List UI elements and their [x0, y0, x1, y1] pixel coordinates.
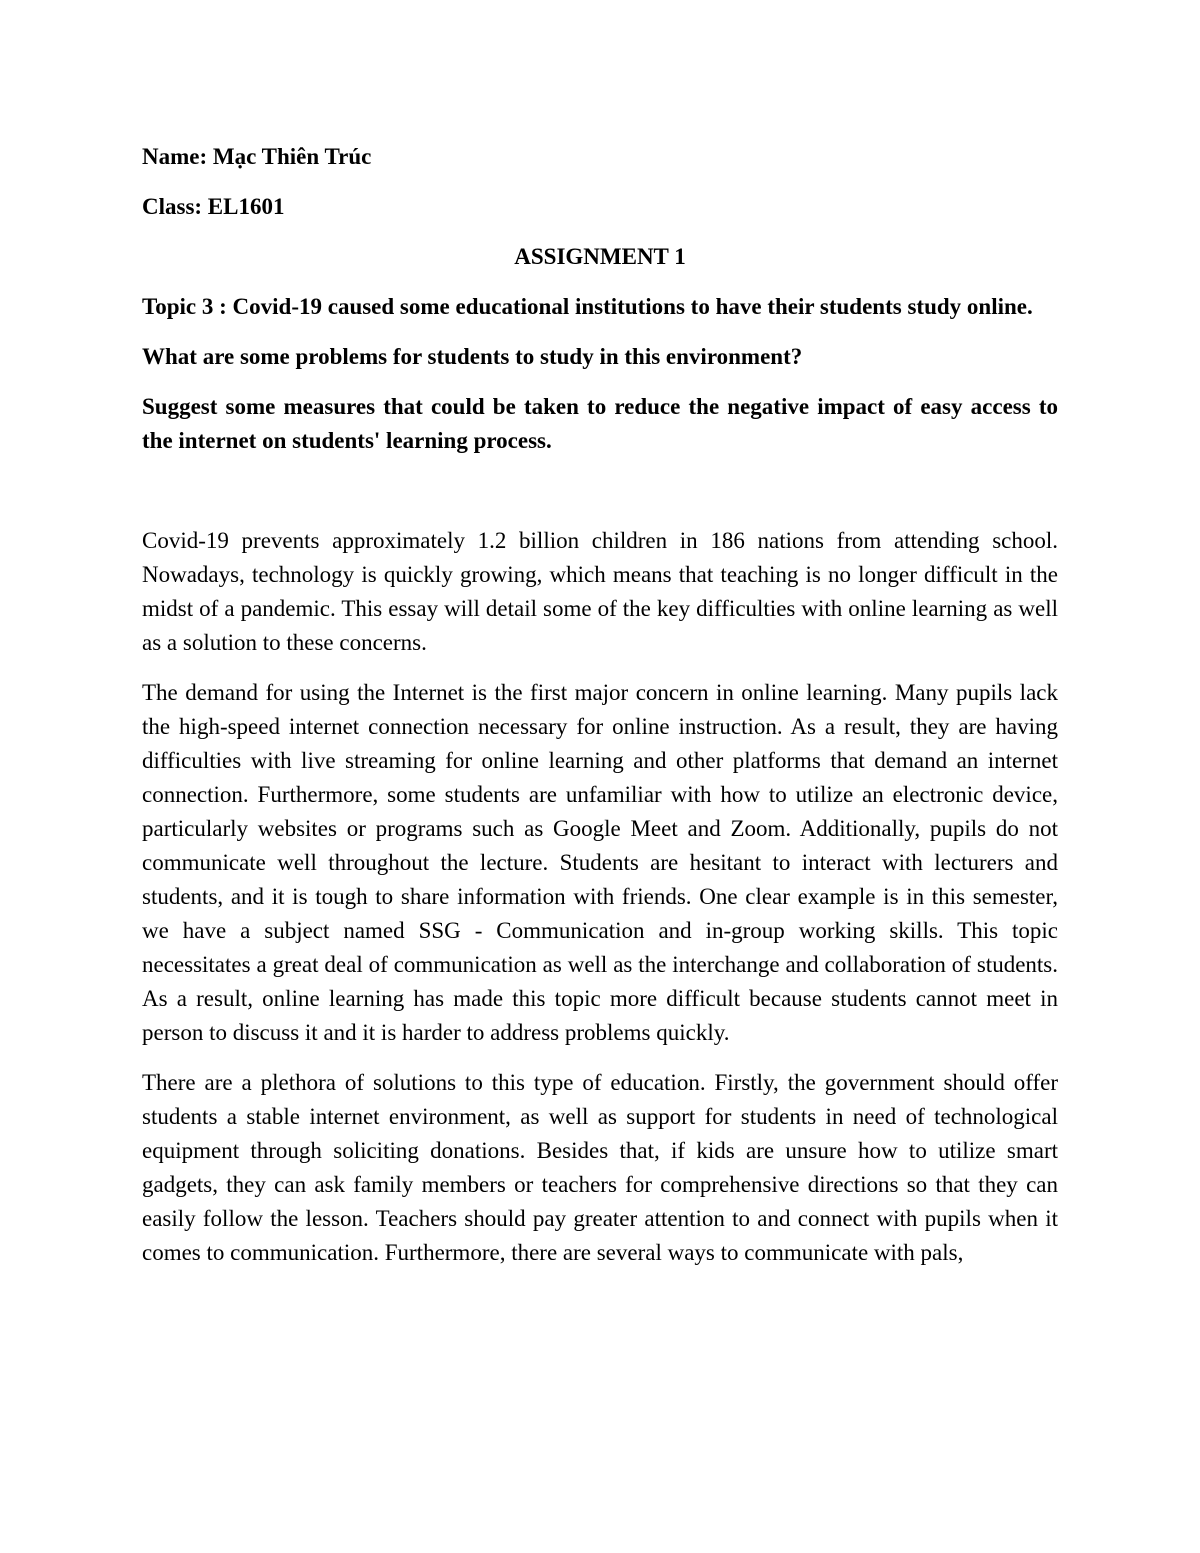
- topic-suggestion: Suggest some measures that could be taken to reduce the negative impact of easy access to the internet on students' learning process.: [142, 394, 1058, 453]
- assignment-title: ASSIGNMENT 1: [514, 244, 686, 269]
- essay-paragraph-problems: The demand for using the Internet is the first major concern in online learning. Many pupils lack the high-speed internet connection necessary for online instruction. As a result, they are having difficulties with live streaming for online learning and other platforms that demand an internet connection. Furthermore, some students are unfamiliar with how to utilize an electronic device, particularly websites or programs such as Google Meet and Zoom. Additionally, pupils do not communicate well throughout the lecture. Students are hesitant to interact with lecturers and students, and it is tough to share information with friends. One clear example is in this semester, we have a subject named SSG - Communication and in-group working skills. This topic necessitates a great deal of communication as well as the interchange and collaboration of students. As a result, online learning has made this topic more difficult because students cannot meet in person to discuss it and it is harder to address problems quickly.: [142, 680, 1058, 1045]
- student-class: Class: EL1601: [142, 194, 285, 219]
- topic-question: What are some problems for students to study in this environment?: [142, 344, 803, 369]
- essay-paragraph-intro: Covid-19 prevents approximately 1.2 billion children in 186 nations from attending school. Nowadays, technology is quickly growing, which means that teaching is no longer difficult in the midst of a pandemic. This essay will detail some of the key difficulties with online learning as well as a solution to these concerns.: [142, 528, 1058, 655]
- topic-statement: Topic 3 : Covid-19 caused some educational institutions to have their students study online.: [142, 294, 1033, 319]
- student-name: Name: Mạc Thiên Trúc: [142, 144, 372, 169]
- essay-paragraph-solutions: There are a plethora of solutions to this type of education. Firstly, the government should offer students a stable internet environment, as well as support for students in need of technological equipment through soliciting donations. Besides that, if kids are unsure how to utilize smart gadgets, they can ask family members or teachers for comprehensive directions so that they can easily follow the lesson. Teachers should pay greater attention to and connect with pupils when it comes to communication. Furthermore, there are several ways to communicate with pals,: [142, 1070, 1058, 1265]
- section-spacer: [142, 474, 1058, 524]
- document-content: [142, 140, 1058, 1286]
